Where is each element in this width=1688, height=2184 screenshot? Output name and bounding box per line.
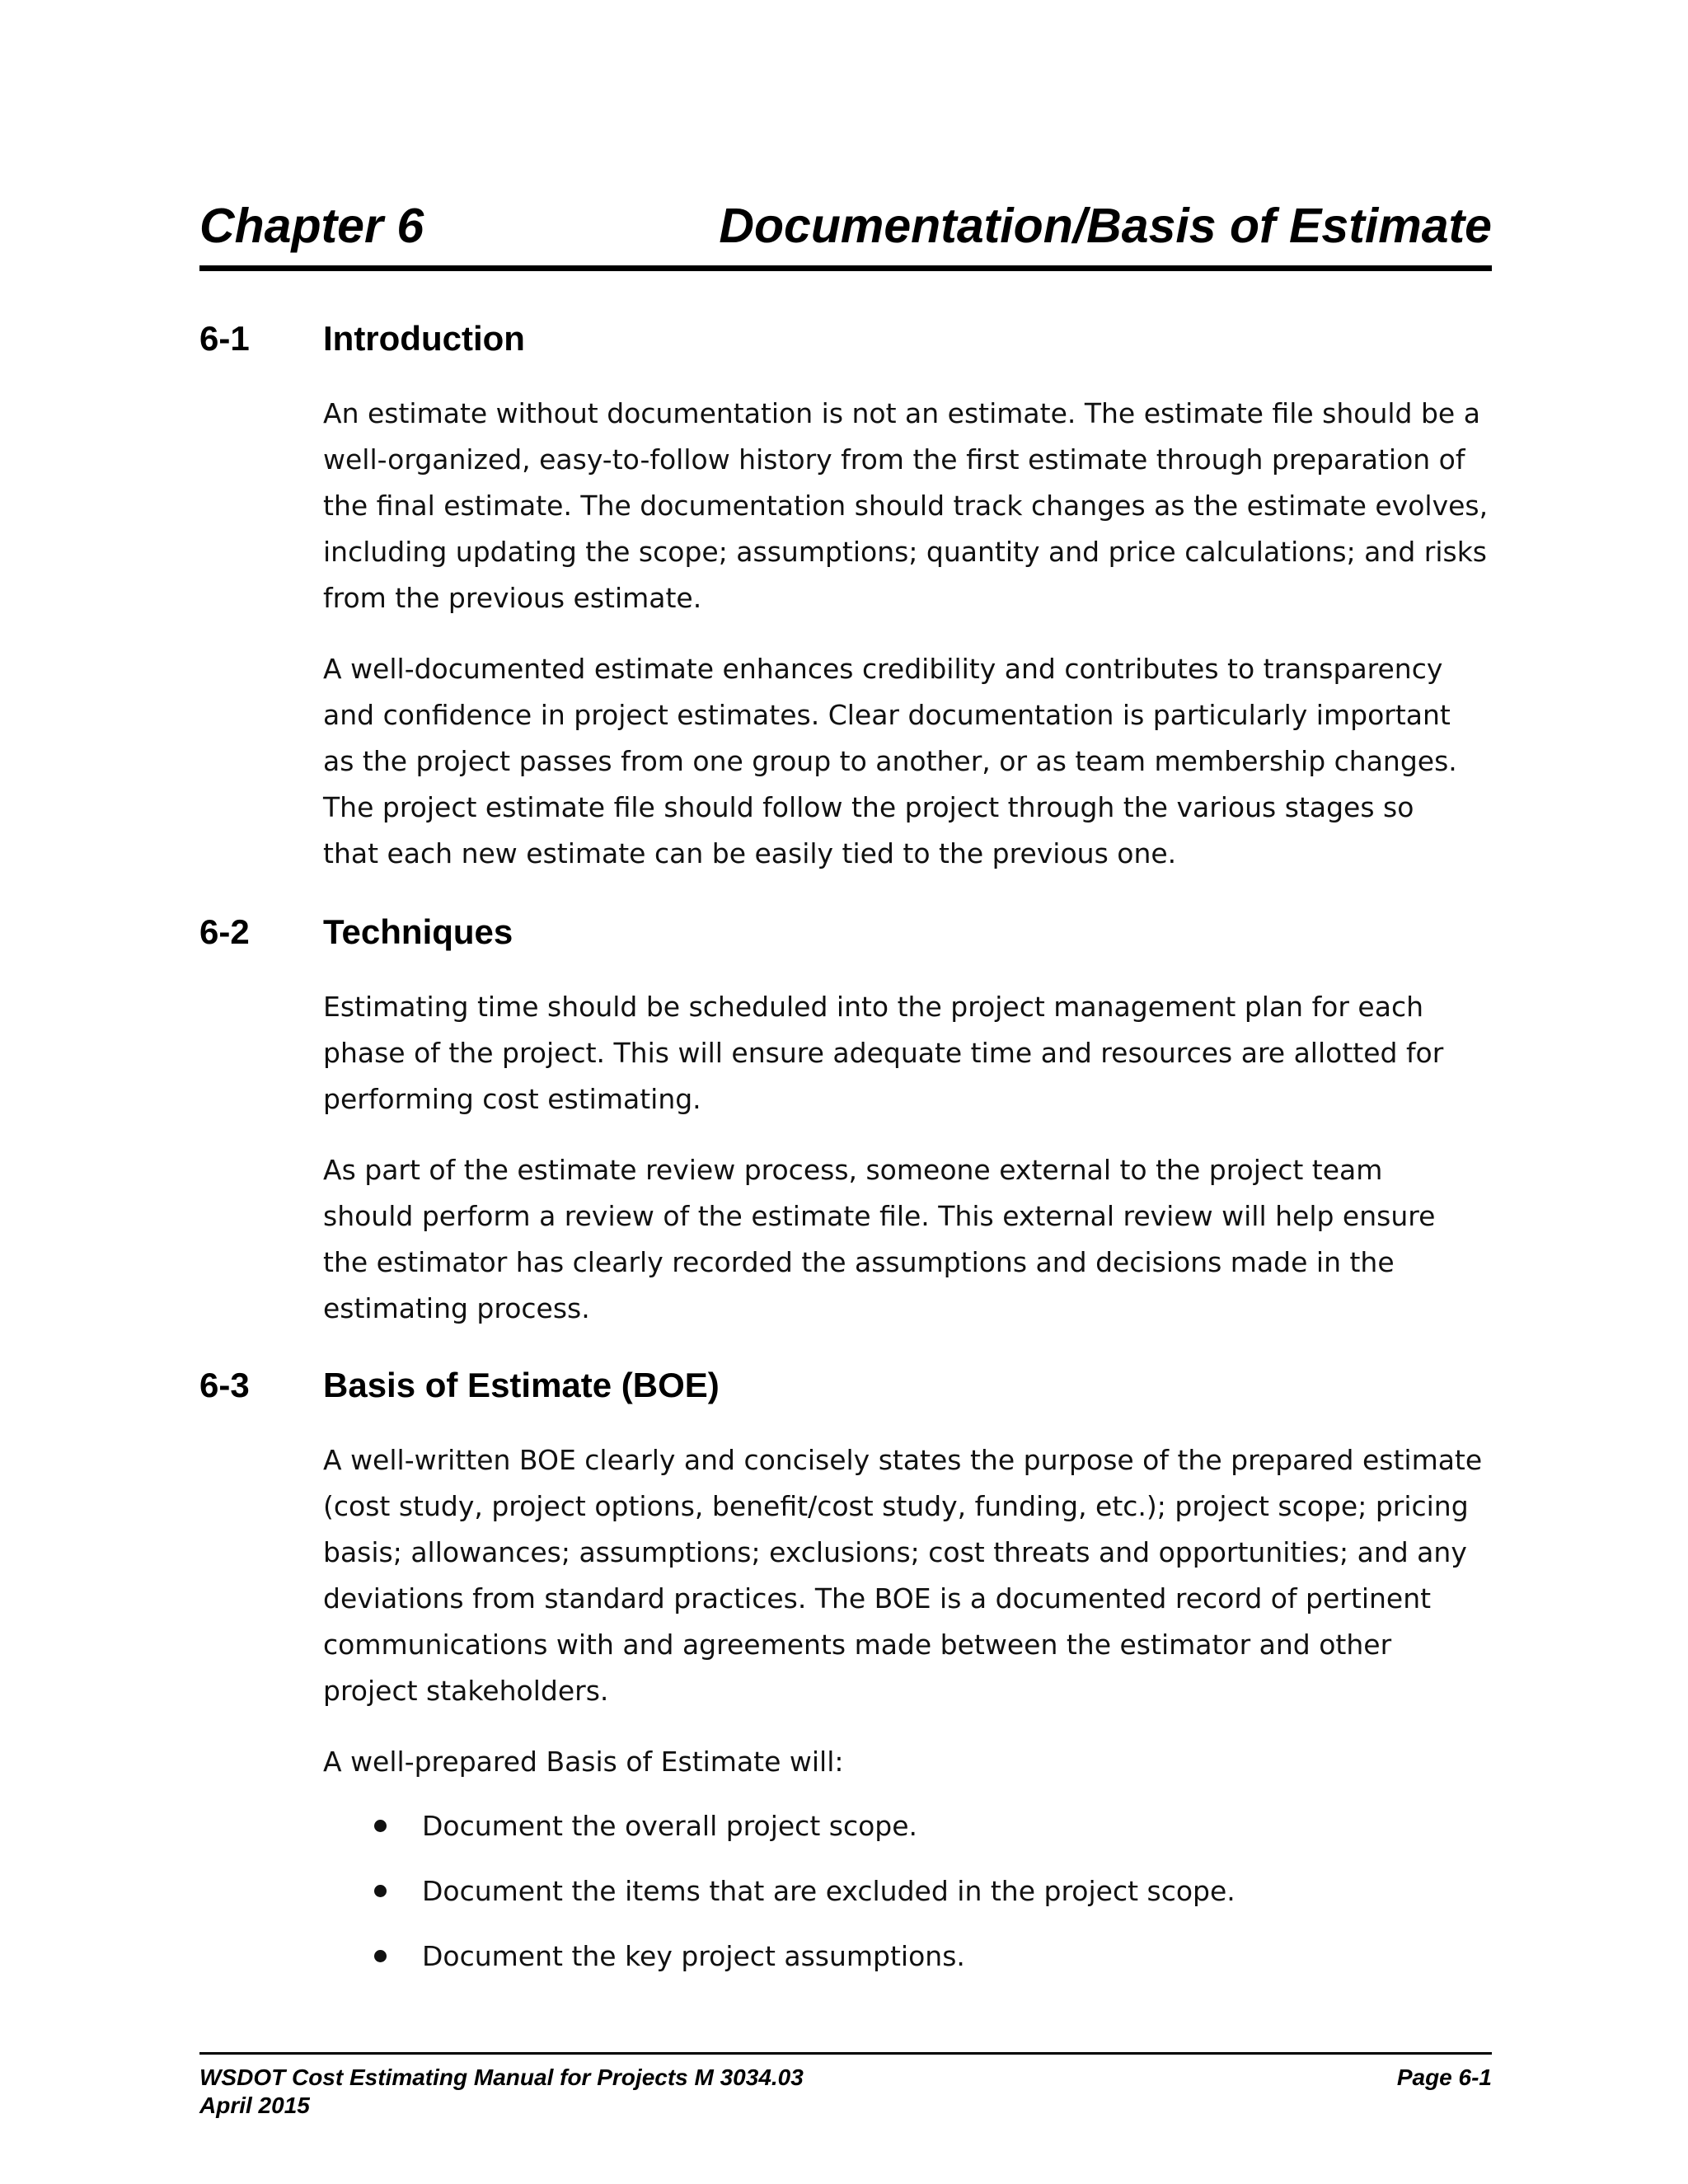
text-line: well-organized, easy-to-follow history from the first estimate through preparation of — [323, 443, 1465, 476]
chapter-title: Documentation/Basis of Estimate — [719, 199, 1492, 253]
text-line: phase of the project. This will ensure adequate time and resources are allotted for — [323, 1037, 1444, 1069]
header-rule — [199, 265, 1492, 271]
text-line: A well-documented estimate enhances credibility and contributes to transparency — [323, 653, 1443, 685]
section-title-introduction: Introduction — [323, 319, 525, 358]
chapter-header — [199, 191, 1492, 270]
text-line: As part of the estimate review process, someone external to the project team — [323, 1154, 1383, 1186]
list-item-text: Document the overall project scope. — [422, 1810, 918, 1842]
text-line: the final estimate. The documentation should track changes as the estimate evolves, — [323, 490, 1489, 522]
boe-paragraph-2 — [323, 1739, 1493, 1785]
section-number-6-3: 6-3 — [199, 1366, 250, 1404]
footer-manual-title: WSDOT Cost Estimating Manual for Projects M 3034.03 — [199, 2064, 804, 2090]
intro-paragraph-2 — [323, 646, 1493, 877]
text-line: as the project passes from one group to another, or as team membership changes. — [323, 745, 1457, 777]
bullet-icon — [374, 1820, 387, 1832]
section-title-basis-of-estimate: Basis of Estimate (BOE) — [323, 1366, 720, 1404]
text-line: estimating process. — [323, 1292, 590, 1324]
list-item-text: Document the key project assumptions. — [422, 1940, 965, 1972]
list-item-text: Document the items that are excluded in the project scope. — [422, 1875, 1236, 1907]
text-line: (cost study, project options, benefit/cost study, funding, etc.); project scope; pricing — [323, 1490, 1469, 1522]
text-line: that each new estimate can be easily tied to the previous one. — [323, 837, 1177, 869]
text-line: Estimating time should be scheduled into the project management plan for each — [323, 991, 1424, 1023]
text-line: deviations from standard practices. The BOE is a documented record of pertinent — [323, 1582, 1432, 1615]
text-line: communications with and agreements made between the estimator and other — [323, 1629, 1392, 1661]
intro-paragraph-1 — [323, 391, 1493, 621]
boe-paragraph-1 — [323, 1437, 1493, 1714]
text-line: performing cost estimating. — [323, 1083, 701, 1115]
text-line: basis; allowances; assumptions; exclusions; cost threats and opportunities; and any — [323, 1536, 1467, 1568]
bullet-icon — [374, 1950, 387, 1962]
boe-bullet-list — [323, 1803, 1477, 1999]
section-number-6-1: 6-1 — [199, 319, 250, 358]
text-line: including updating the scope; assumptions; quantity and price calculations; and risks — [323, 536, 1487, 568]
footer-rule — [199, 2052, 1492, 2055]
text-line: An estimate without documentation is not an estimate. The estimate file should be a — [323, 397, 1480, 429]
text-line: should perform a review of the estimate file. This external review will help ensure — [323, 1200, 1436, 1232]
bullet-icon — [374, 1885, 387, 1897]
techniques-paragraph-2 — [323, 1147, 1493, 1332]
list-item — [323, 1803, 1477, 1868]
text-line: A well-written BOE clearly and concisely states the purpose of the prepared estimate — [323, 1444, 1483, 1476]
text-line: and confidence in project estimates. Clear documentation is particularly important — [323, 699, 1451, 731]
text-line: project stakeholders. — [323, 1675, 609, 1707]
list-item — [323, 1933, 1477, 1999]
text-line: The project estimate file should follow the project through the various stages so — [323, 791, 1414, 823]
footer-page-number: Page 6-1 — [1396, 2064, 1492, 2090]
section-title-techniques: Techniques — [323, 912, 513, 951]
techniques-paragraph-1 — [323, 984, 1493, 1122]
text-line: A well-prepared Basis of Estimate will: — [323, 1746, 844, 1778]
chapter-number: Chapter 6 — [199, 199, 424, 253]
text-line: the estimator has clearly recorded the assumptions and decisions made in the — [323, 1246, 1395, 1278]
list-item — [323, 1868, 1477, 1933]
section-number-6-2: 6-2 — [199, 912, 250, 951]
footer-date: April 2015 — [199, 2093, 310, 2118]
text-line: from the previous estimate. — [323, 582, 702, 614]
